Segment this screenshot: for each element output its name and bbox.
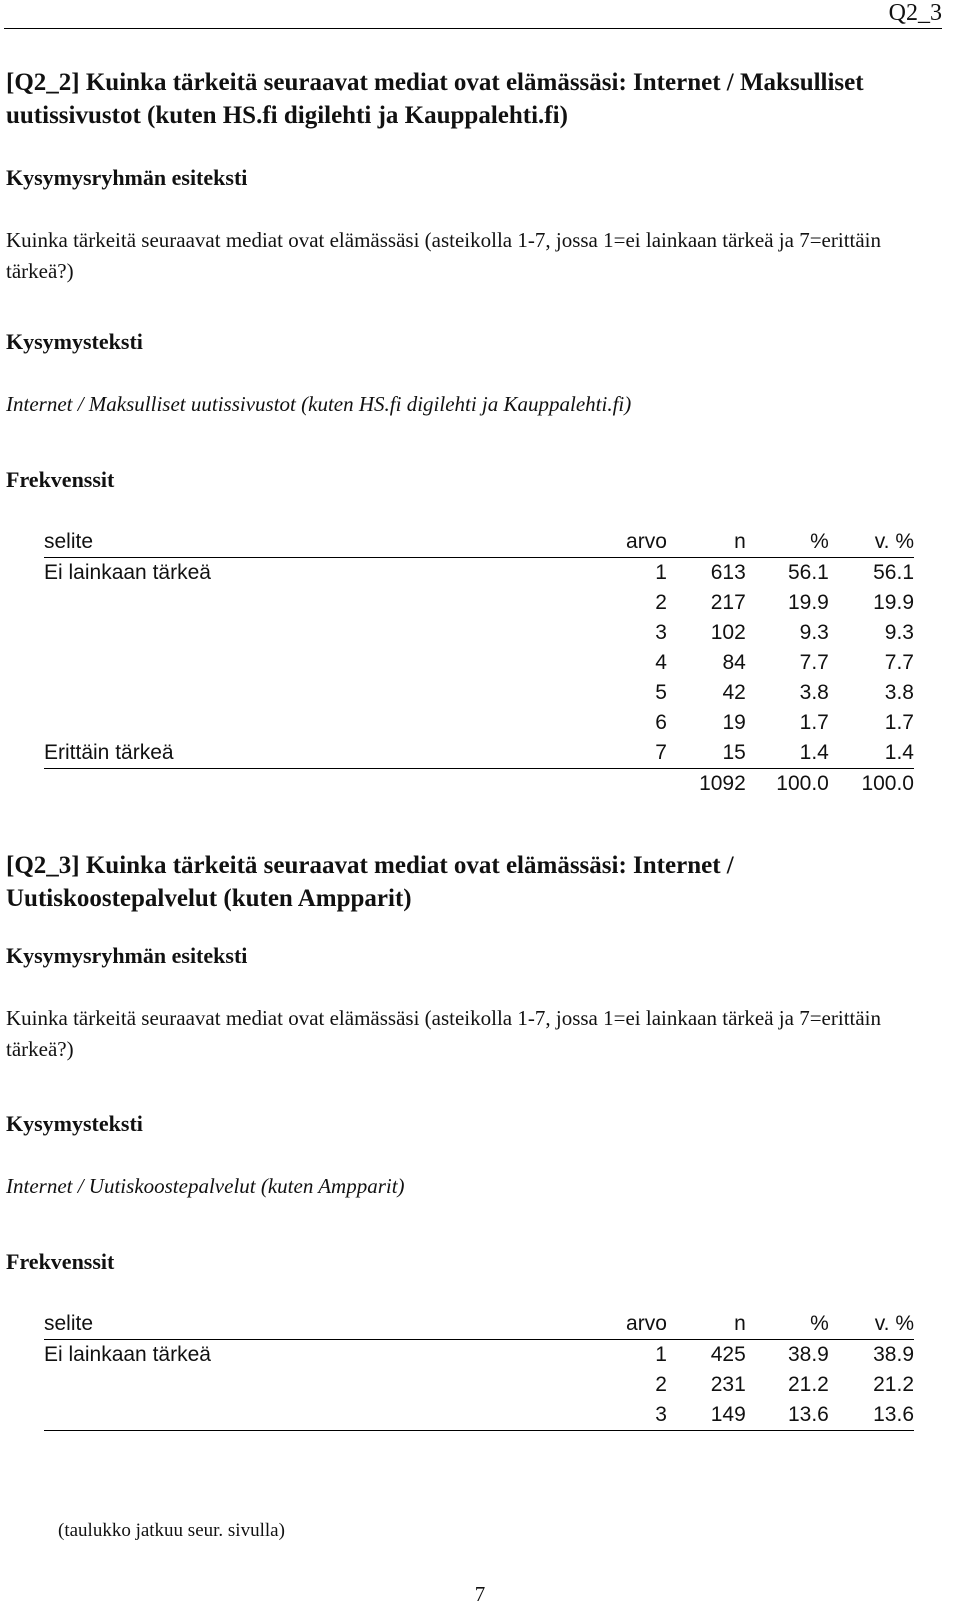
cell-percent: 56.1 bbox=[787, 561, 829, 584]
table-row bbox=[44, 1400, 914, 1431]
table-header-row bbox=[44, 527, 914, 558]
cell-n: 231 bbox=[710, 1373, 746, 1396]
cell-percent: 21.2 bbox=[787, 1373, 829, 1396]
column-header-n: n bbox=[667, 527, 746, 558]
cell-selite bbox=[44, 1370, 594, 1400]
cell-selite bbox=[44, 708, 594, 738]
question-title: [Q2_2] Kuinka tärkeitä seuraavat mediat ovat elämässäsi: Internet / Maksulliset uutissivustot (kuten HS.fi digilehti ja Kauppalehti.fi) bbox=[6, 69, 864, 129]
cell-arvo: 1 bbox=[655, 1343, 667, 1366]
question-label: Kysymysteksti bbox=[6, 329, 143, 354]
continuation-note: (taulukko jatkuu seur. sivulla) bbox=[58, 1520, 285, 1541]
cell-valid-percent: 1.4 bbox=[829, 738, 914, 769]
table-header-row bbox=[44, 1309, 914, 1340]
cell-valid-percent: 7.7 bbox=[884, 651, 914, 674]
cell-percent: 1.7 bbox=[799, 711, 829, 734]
question-text: Internet / Uutiskoostepalvelut (kuten Ampparit) bbox=[6, 1174, 405, 1198]
cell-n: 425 bbox=[710, 1343, 746, 1366]
cell-total-valid-percent: 100.0 bbox=[861, 772, 914, 795]
cell-selite bbox=[44, 1400, 594, 1431]
table-total-row bbox=[44, 769, 914, 800]
cell-arvo: 4 bbox=[655, 651, 667, 674]
column-header-arvo: arvo bbox=[594, 527, 667, 558]
cell-arvo: 2 bbox=[655, 591, 667, 614]
cell-valid-percent: 13.6 bbox=[829, 1400, 914, 1431]
cell-selite: Ei lainkaan tärkeä bbox=[44, 1343, 211, 1366]
cell-n: 613 bbox=[710, 561, 746, 584]
cell-arvo: 5 bbox=[655, 681, 667, 704]
group-label: Kysymysryhmän esiteksti bbox=[6, 165, 248, 190]
cell-percent: 9.3 bbox=[799, 621, 829, 644]
cell-n: 15 bbox=[667, 738, 746, 769]
cell-valid-percent: 56.1 bbox=[873, 561, 914, 584]
cell-n: 149 bbox=[667, 1400, 746, 1431]
cell-selite bbox=[44, 618, 594, 648]
cell-arvo: 3 bbox=[594, 1400, 667, 1431]
cell-arvo bbox=[594, 769, 667, 800]
frequency-table bbox=[44, 527, 914, 799]
column-header-percent: % bbox=[746, 527, 829, 558]
question-label: Kysymysteksti bbox=[6, 1111, 143, 1136]
cell-arvo: 2 bbox=[655, 1373, 667, 1396]
cell-total-n: 1092 bbox=[699, 772, 746, 795]
cell-selite: Ei lainkaan tärkeä bbox=[44, 561, 211, 584]
page-number: 7 bbox=[474, 1582, 486, 1606]
table-row bbox=[44, 558, 914, 589]
cell-valid-percent: 38.9 bbox=[873, 1343, 914, 1366]
table-row bbox=[44, 678, 914, 708]
table-row bbox=[44, 588, 914, 618]
column-header-arvo: arvo bbox=[594, 1309, 667, 1340]
column-header-valid-percent: v. % bbox=[829, 527, 914, 558]
header-rule bbox=[4, 28, 942, 29]
cell-selite bbox=[44, 769, 594, 800]
cell-valid-percent: 19.9 bbox=[873, 591, 914, 614]
cell-n: 19 bbox=[722, 711, 746, 734]
cell-arvo: 1 bbox=[655, 561, 667, 584]
running-header: Q2_3 bbox=[888, 0, 942, 26]
cell-selite bbox=[44, 648, 594, 678]
cell-valid-percent: 9.3 bbox=[884, 621, 914, 644]
cell-arvo: 6 bbox=[655, 711, 667, 734]
cell-n: 84 bbox=[722, 651, 746, 674]
cell-total-percent: 100.0 bbox=[776, 772, 829, 795]
cell-n: 217 bbox=[710, 591, 746, 614]
cell-percent: 1.4 bbox=[746, 738, 829, 769]
cell-valid-percent: 21.2 bbox=[873, 1373, 914, 1396]
cell-percent: 7.7 bbox=[799, 651, 829, 674]
cell-selite bbox=[44, 588, 594, 618]
column-header-valid-percent: v. % bbox=[829, 1309, 914, 1340]
cell-percent: 13.6 bbox=[746, 1400, 829, 1431]
table-row bbox=[44, 648, 914, 678]
cell-n: 102 bbox=[710, 621, 746, 644]
frequency-table bbox=[44, 1309, 914, 1431]
table-row bbox=[44, 738, 914, 769]
cell-percent: 3.8 bbox=[799, 681, 829, 704]
cell-selite bbox=[44, 678, 594, 708]
column-header-n: n bbox=[667, 1309, 746, 1340]
table-row bbox=[44, 708, 914, 738]
table-row bbox=[44, 618, 914, 648]
group-text: Kuinka tärkeitä seuraavat mediat ovat elämässäsi (asteikolla 1-7, jossa 1=ei lainkaan tärkeä ja 7=erittäin tärkeä?) bbox=[6, 228, 882, 283]
column-header-selite: selite bbox=[44, 1309, 594, 1340]
cell-valid-percent: 1.7 bbox=[884, 711, 914, 734]
question-section-q2-2 bbox=[6, 66, 940, 795]
cell-selite: Erittäin tärkeä bbox=[44, 738, 594, 769]
cell-arvo: 3 bbox=[655, 621, 667, 644]
group-text: Kuinka tärkeitä seuraavat mediat ovat elämässäsi (asteikolla 1-7, jossa 1=ei lainkaan tärkeä ja 7=erittäin tärkeä?) bbox=[6, 1006, 882, 1061]
question-section-q2-3 bbox=[6, 849, 940, 1426]
group-label: Kysymysryhmän esiteksti bbox=[6, 943, 248, 968]
column-header-percent: % bbox=[746, 1309, 829, 1340]
question-title: [Q2_3] Kuinka tärkeitä seuraavat mediat ovat elämässäsi: Internet / Uutiskoostepalvelut (kuten Ampparit) bbox=[6, 852, 734, 912]
column-header-selite: selite bbox=[44, 527, 594, 558]
question-text: Internet / Maksulliset uutissivustot (kuten HS.fi digilehti ja Kauppalehti.fi) bbox=[6, 392, 632, 416]
frequencies-label: Frekvenssit bbox=[6, 467, 115, 492]
table-row bbox=[44, 1370, 914, 1400]
cell-percent: 19.9 bbox=[787, 591, 829, 614]
cell-percent: 38.9 bbox=[787, 1343, 829, 1366]
table-row bbox=[44, 1340, 914, 1371]
frequencies-label: Frekvenssit bbox=[6, 1249, 115, 1274]
cell-valid-percent: 3.8 bbox=[884, 681, 914, 704]
cell-arvo: 7 bbox=[594, 738, 667, 769]
cell-n: 42 bbox=[722, 681, 746, 704]
